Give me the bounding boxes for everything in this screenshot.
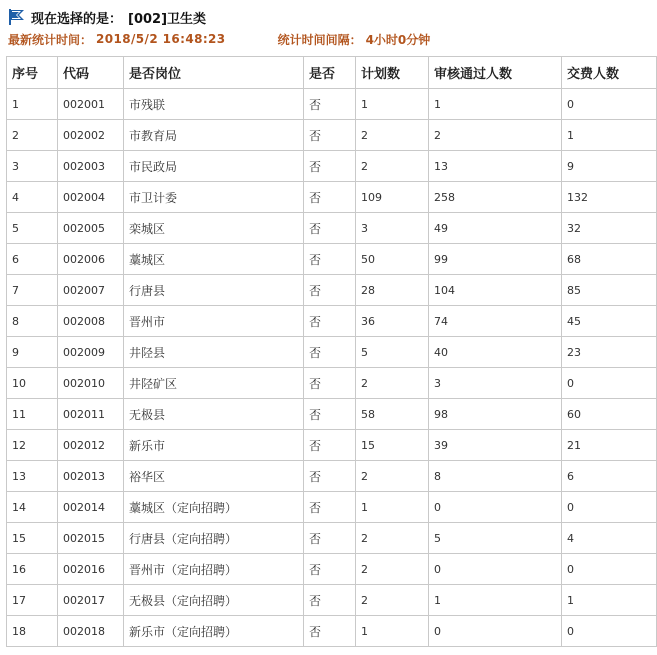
cell-name: 井陉县 bbox=[124, 337, 304, 368]
cell-plan: 2 bbox=[356, 120, 429, 151]
stats-line bbox=[8, 30, 430, 48]
cell-paid: 1 bbox=[562, 120, 657, 151]
table-row bbox=[7, 430, 657, 461]
cell-flag: 否 bbox=[304, 492, 356, 523]
cell-name: 行唐县（定向招聘） bbox=[124, 523, 304, 554]
cell-code: 002002 bbox=[58, 120, 124, 151]
cell-plan: 5 bbox=[356, 337, 429, 368]
cell-paid: 85 bbox=[562, 275, 657, 306]
cell-flag: 否 bbox=[304, 554, 356, 585]
cell-approved: 99 bbox=[429, 244, 562, 275]
cell-code: 002017 bbox=[58, 585, 124, 616]
cell-paid: 6 bbox=[562, 461, 657, 492]
cell-flag: 否 bbox=[304, 120, 356, 151]
cell-index: 15 bbox=[7, 523, 58, 554]
cell-approved: 8 bbox=[429, 461, 562, 492]
table-row bbox=[7, 275, 657, 306]
cell-plan: 2 bbox=[356, 585, 429, 616]
cell-approved: 1 bbox=[429, 585, 562, 616]
cell-index: 17 bbox=[7, 585, 58, 616]
cell-approved: 1 bbox=[429, 89, 562, 120]
cell-index: 3 bbox=[7, 151, 58, 182]
cell-index: 5 bbox=[7, 213, 58, 244]
table-row bbox=[7, 337, 657, 368]
cell-approved: 98 bbox=[429, 399, 562, 430]
cell-approved: 5 bbox=[429, 523, 562, 554]
cell-index: 7 bbox=[7, 275, 58, 306]
cell-paid: 0 bbox=[562, 89, 657, 120]
cell-approved: 3 bbox=[429, 368, 562, 399]
cell-name: 井陉矿区 bbox=[124, 368, 304, 399]
cell-flag: 否 bbox=[304, 244, 356, 275]
cell-index: 13 bbox=[7, 461, 58, 492]
cell-index: 8 bbox=[7, 306, 58, 337]
cell-name: 市民政局 bbox=[124, 151, 304, 182]
cell-code: 002010 bbox=[58, 368, 124, 399]
cell-paid: 68 bbox=[562, 244, 657, 275]
cell-index: 14 bbox=[7, 492, 58, 523]
cell-flag: 否 bbox=[304, 89, 356, 120]
cell-plan: 1 bbox=[356, 492, 429, 523]
cell-code: 002016 bbox=[58, 554, 124, 585]
table-row bbox=[7, 306, 657, 337]
cell-code: 002013 bbox=[58, 461, 124, 492]
table-row bbox=[7, 399, 657, 430]
cell-flag: 否 bbox=[304, 275, 356, 306]
cell-paid: 0 bbox=[562, 368, 657, 399]
flag-icon bbox=[8, 9, 26, 25]
column-header: 是否 bbox=[304, 57, 356, 89]
cell-code: 002008 bbox=[58, 306, 124, 337]
selection-bar bbox=[8, 6, 206, 28]
cell-plan: 58 bbox=[356, 399, 429, 430]
cell-flag: 否 bbox=[304, 399, 356, 430]
cell-paid: 0 bbox=[562, 554, 657, 585]
cell-name: 晋州市（定向招聘） bbox=[124, 554, 304, 585]
cell-flag: 否 bbox=[304, 616, 356, 647]
cell-approved: 39 bbox=[429, 430, 562, 461]
cell-index: 4 bbox=[7, 182, 58, 213]
table-row bbox=[7, 151, 657, 182]
cell-paid: 45 bbox=[562, 306, 657, 337]
cell-paid: 0 bbox=[562, 616, 657, 647]
cell-index: 10 bbox=[7, 368, 58, 399]
cell-index: 16 bbox=[7, 554, 58, 585]
cell-approved: 49 bbox=[429, 213, 562, 244]
cell-code: 002001 bbox=[58, 89, 124, 120]
cell-code: 002018 bbox=[58, 616, 124, 647]
cell-approved: 0 bbox=[429, 554, 562, 585]
cell-flag: 否 bbox=[304, 182, 356, 213]
cell-name: 无极县 bbox=[124, 399, 304, 430]
cell-approved: 74 bbox=[429, 306, 562, 337]
cell-index: 11 bbox=[7, 399, 58, 430]
cell-flag: 否 bbox=[304, 523, 356, 554]
cell-paid: 1 bbox=[562, 585, 657, 616]
cell-plan: 36 bbox=[356, 306, 429, 337]
cell-flag: 否 bbox=[304, 368, 356, 399]
cell-flag: 否 bbox=[304, 306, 356, 337]
cell-index: 6 bbox=[7, 244, 58, 275]
table-row bbox=[7, 244, 657, 275]
cell-plan: 2 bbox=[356, 523, 429, 554]
table-row bbox=[7, 120, 657, 151]
cell-plan: 15 bbox=[356, 430, 429, 461]
cell-flag: 否 bbox=[304, 213, 356, 244]
cell-name: 栾城区 bbox=[124, 213, 304, 244]
cell-paid: 4 bbox=[562, 523, 657, 554]
cell-flag: 否 bbox=[304, 430, 356, 461]
cell-index: 9 bbox=[7, 337, 58, 368]
cell-name: 无极县（定向招聘） bbox=[124, 585, 304, 616]
cell-approved: 258 bbox=[429, 182, 562, 213]
table-row bbox=[7, 616, 657, 647]
cell-paid: 0 bbox=[562, 492, 657, 523]
cell-code: 002004 bbox=[58, 182, 124, 213]
cell-paid: 23 bbox=[562, 337, 657, 368]
column-header: 是否岗位 bbox=[124, 57, 304, 89]
stats-time-value: 2018/5/2 16:48:23 bbox=[96, 32, 226, 46]
cell-plan: 1 bbox=[356, 616, 429, 647]
cell-approved: 0 bbox=[429, 492, 562, 523]
stats-table bbox=[6, 56, 657, 647]
table-header-row bbox=[7, 57, 657, 89]
cell-name: 行唐县 bbox=[124, 275, 304, 306]
cell-code: 002015 bbox=[58, 523, 124, 554]
cell-plan: 2 bbox=[356, 554, 429, 585]
stats-time-label: 最新统计时间： bbox=[8, 32, 93, 47]
cell-code: 002003 bbox=[58, 151, 124, 182]
cell-flag: 否 bbox=[304, 585, 356, 616]
cell-index: 2 bbox=[7, 120, 58, 151]
cell-approved: 0 bbox=[429, 616, 562, 647]
cell-paid: 9 bbox=[562, 151, 657, 182]
column-header: 计划数 bbox=[356, 57, 429, 89]
cell-approved: 104 bbox=[429, 275, 562, 306]
cell-plan: 2 bbox=[356, 368, 429, 399]
table-row bbox=[7, 461, 657, 492]
cell-plan: 109 bbox=[356, 182, 429, 213]
cell-flag: 否 bbox=[304, 151, 356, 182]
selection-label: 现在选择的是： bbox=[31, 11, 123, 27]
table-row bbox=[7, 368, 657, 399]
cell-approved: 13 bbox=[429, 151, 562, 182]
cell-plan: 3 bbox=[356, 213, 429, 244]
cell-code: 002006 bbox=[58, 244, 124, 275]
cell-paid: 60 bbox=[562, 399, 657, 430]
table-row bbox=[7, 89, 657, 120]
cell-code: 002005 bbox=[58, 213, 124, 244]
cell-plan: 2 bbox=[356, 151, 429, 182]
cell-plan: 2 bbox=[356, 461, 429, 492]
cell-code: 002011 bbox=[58, 399, 124, 430]
cell-flag: 否 bbox=[304, 337, 356, 368]
cell-index: 12 bbox=[7, 430, 58, 461]
cell-name: 新乐市 bbox=[124, 430, 304, 461]
cell-plan: 1 bbox=[356, 89, 429, 120]
cell-plan: 28 bbox=[356, 275, 429, 306]
cell-code: 002014 bbox=[58, 492, 124, 523]
cell-name: 晋州市 bbox=[124, 306, 304, 337]
stats-interval-value: 4小时0分钟 bbox=[365, 32, 431, 47]
column-header: 代码 bbox=[58, 57, 124, 89]
column-header: 序号 bbox=[7, 57, 58, 89]
table-row bbox=[7, 213, 657, 244]
cell-code: 002012 bbox=[58, 430, 124, 461]
cell-index: 18 bbox=[7, 616, 58, 647]
cell-name: 藁城区 bbox=[124, 244, 304, 275]
table-row bbox=[7, 554, 657, 585]
cell-flag: 否 bbox=[304, 461, 356, 492]
table-row bbox=[7, 523, 657, 554]
cell-approved: 2 bbox=[429, 120, 562, 151]
table-row bbox=[7, 492, 657, 523]
cell-name: 裕华区 bbox=[124, 461, 304, 492]
cell-paid: 32 bbox=[562, 213, 657, 244]
selection-value: [002]卫生类 bbox=[128, 11, 207, 27]
table-body bbox=[7, 89, 657, 647]
table-row bbox=[7, 182, 657, 213]
cell-approved: 40 bbox=[429, 337, 562, 368]
column-header: 审核通过人数 bbox=[429, 57, 562, 89]
cell-code: 002007 bbox=[58, 275, 124, 306]
cell-paid: 132 bbox=[562, 182, 657, 213]
stats-interval-label: 统计时间间隔： bbox=[277, 32, 362, 47]
cell-code: 002009 bbox=[58, 337, 124, 368]
cell-index: 1 bbox=[7, 89, 58, 120]
cell-paid: 21 bbox=[562, 430, 657, 461]
cell-name: 市残联 bbox=[124, 89, 304, 120]
cell-name: 市教育局 bbox=[124, 120, 304, 151]
cell-name: 市卫计委 bbox=[124, 182, 304, 213]
column-header: 交费人数 bbox=[562, 57, 657, 89]
cell-name: 藁城区（定向招聘） bbox=[124, 492, 304, 523]
cell-name: 新乐市（定向招聘） bbox=[124, 616, 304, 647]
table-row bbox=[7, 585, 657, 616]
cell-plan: 50 bbox=[356, 244, 429, 275]
